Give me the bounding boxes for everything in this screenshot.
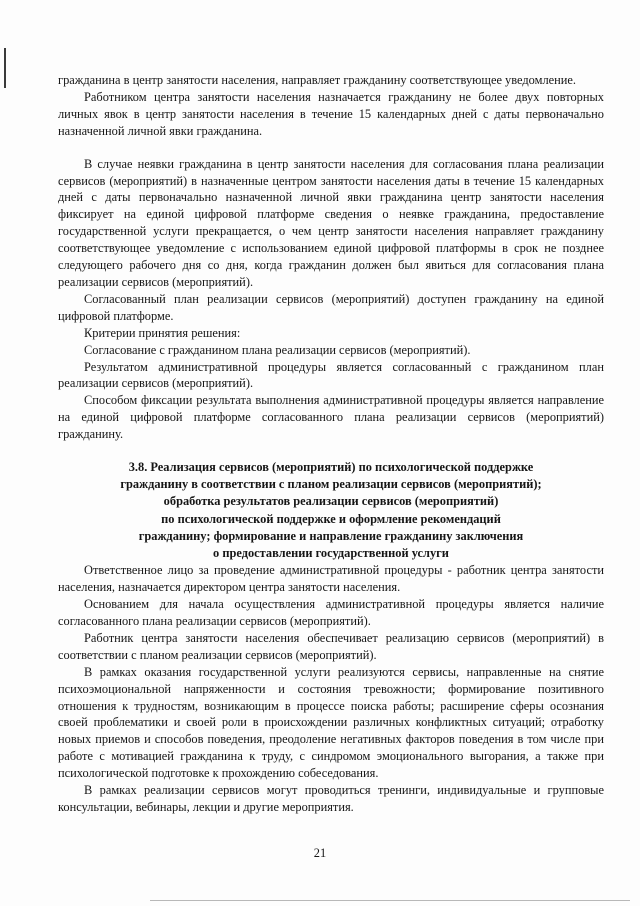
scan-margin-mark bbox=[4, 48, 6, 88]
page-number: 21 bbox=[313, 846, 327, 860]
section-heading-line: о предоставлении государственной услуги bbox=[213, 546, 449, 561]
paragraph-plan-available: Согласованный план реализации сервисов (мероприятий) доступен гражданину на единой цифровой платформе. bbox=[58, 291, 604, 323]
document-body bbox=[58, 72, 604, 816]
paragraph-services-description: В рамках оказания государственной услуги реализуются сервисы, направленные на снятие психоэмоциональной напряженности и состояния тревожности; формирование позитивного отношения к трудностям, возникающим в процессе поиска работы; расширение сферы осознания своей проблематики и своей роли в происхождении различных конфликтных ситуаций; отработку новых приемов и способов поведения, преодоление негативных факторов поведения в том числе при работе с мотивацией гражданина к труду, с синдромом эмоционального выгорания, а также при психологической подготовке к прохождению собеседования. bbox=[58, 664, 604, 781]
section-heading-line: обработка результатов реализации сервисов (мероприятий) bbox=[163, 494, 499, 509]
paragraph-procedure-result: Результатом административной процедуры является согласованный с гражданином план реализации сервисов (мероприятий). bbox=[58, 359, 604, 391]
section-heading-line: 3.8. Реализация сервисов (мероприятий) по психологической поддержке bbox=[128, 460, 534, 475]
paragraph-criteria-item: Согласование с гражданином плана реализации сервисов (мероприятий). bbox=[84, 342, 471, 357]
paragraph-result-fixation: Способом фиксации результата выполнения административной процедуры является направление на единой цифровой платформе согласованного плана реализации сервисов (мероприятий) гражданину. bbox=[58, 393, 604, 442]
scan-bottom-line bbox=[150, 900, 630, 901]
section-heading-line: гражданину; формирование и направление гражданину заключения bbox=[138, 528, 524, 543]
section-heading bbox=[58, 459, 604, 562]
paragraph-non-appearance: В случае неявки гражданина в центр занятости населения для согласования плана реализации сервисов (мероприятий) в назначенные центром занятости населения даты в течение 15 календарных дней с даты первоначально назначенной личной явки гражданина центр занятости населения фиксирует на единой цифровой платформе сведения о неявке гражданина, предоставление государственной услуги прекращается, о чем центр занятости населения направляет гражданину соответствующее уведомление с использованием единой цифровой платформы в срок не позднее следующего рабочего дня со дня, когда гражданин должен был явиться для согласования плана реализации сервисов (мероприятий). bbox=[58, 156, 604, 289]
paragraph-responsible-person: Ответственное лицо за проведение административной процедуры - работник центра занятости населения, назначается директором центра занятости населения. bbox=[58, 563, 604, 595]
section-heading-line: по психологической поддержке и оформление рекомендаций bbox=[161, 511, 501, 526]
paragraph-services-formats: В рамках реализации сервисов могут проводиться тренинги, индивидуальные и групповые консультации, вебинары, лекции и другие мероприятия. bbox=[58, 783, 604, 814]
paragraph-procedure-basis: Основанием для начала осуществления административной процедуры является наличие согласованного плана реализации сервисов (мероприятий). bbox=[58, 597, 604, 628]
section-heading-line: гражданину в соответствии с планом реализации сервисов (мероприятий); bbox=[120, 477, 542, 492]
paragraph-continuation: гражданина в центр занятости населения, направляет гражданину соответствующее уведомление. bbox=[58, 73, 577, 87]
paragraph-repeat-visits: Работником центра занятости населения назначается гражданину не более двух повторных личных явок в центр занятости населения в течение 15 календарных дней с даты первоначально назначенной личной явки гражданина. bbox=[58, 89, 604, 138]
paragraph-services-implementation: Работник центра занятости населения обеспечивает реализацию сервисов (мероприятий) в соответствии с планом реализации сервисов (мероприятий). bbox=[58, 630, 604, 662]
paragraph-decision-criteria: Критерии принятия решения: bbox=[84, 325, 241, 340]
